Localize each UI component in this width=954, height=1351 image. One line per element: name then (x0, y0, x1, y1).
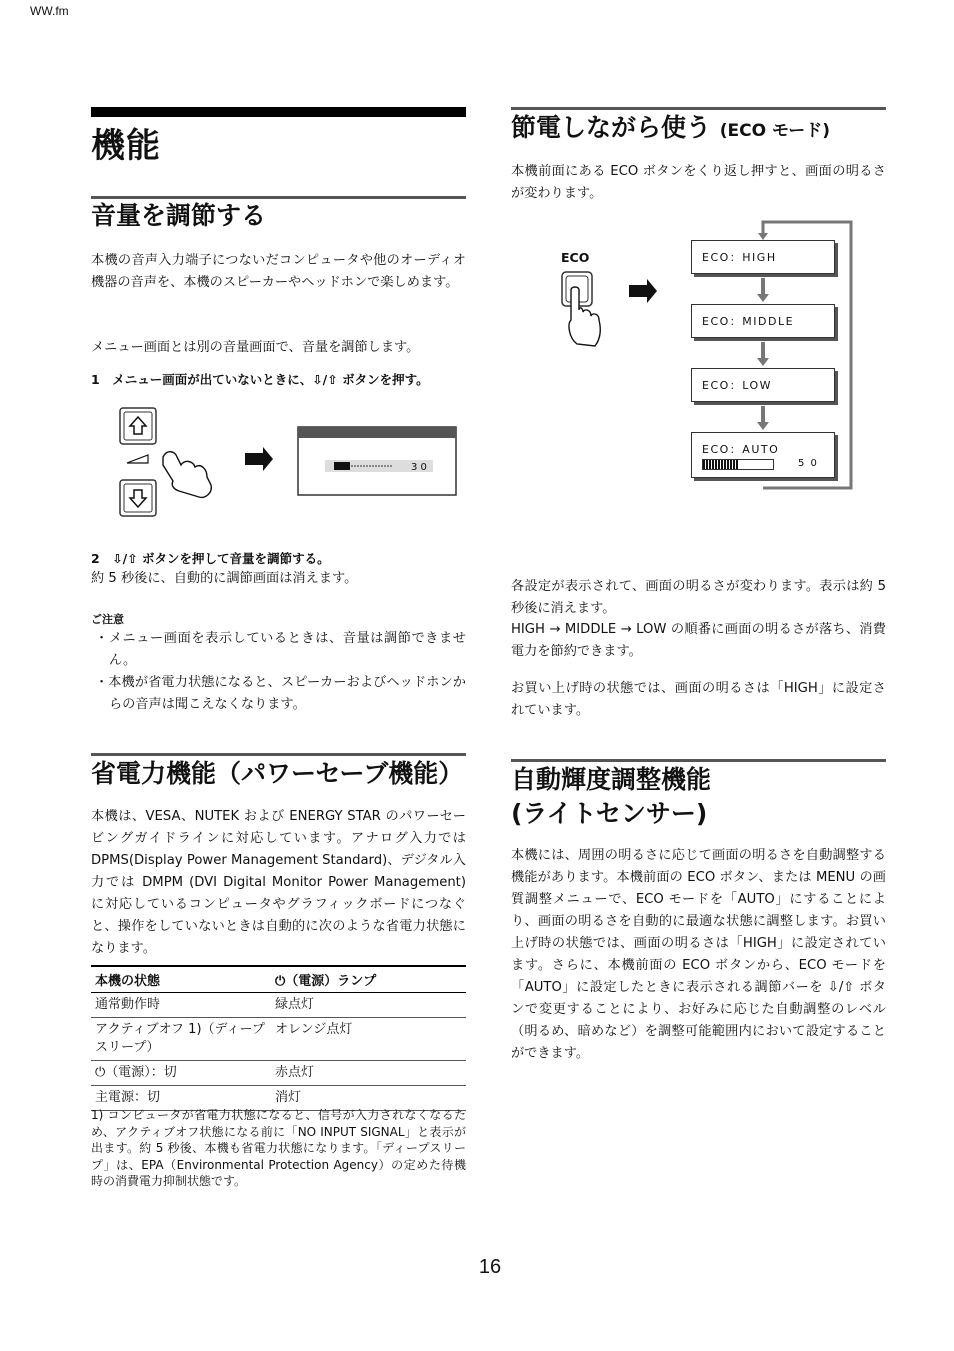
caution-list (91, 628, 466, 716)
lamp-cell: 赤点灯 (271, 1061, 466, 1086)
title-rule (91, 107, 466, 117)
mode-label: ECO：HIGH (702, 251, 777, 264)
volume-diagram (115, 405, 465, 520)
section-rule (511, 759, 886, 762)
arrow-down-icon (758, 233, 768, 240)
table-row (91, 1018, 466, 1061)
eco-mode-auto (691, 432, 835, 478)
power-save-desc: 本機は、VESA、NUTEK および ENERGY STAR のパワーセービングガイドラインに対応しています。アナログ入力では DPMS(Display Power Management Standard)、デジタル入力では DMPM (DVI Digital Monitor Power Management) に対応しているコンピュータやグラフィックボードにつなぐと、操作をしていないときは自動的に次のような省電力状態になります。 (91, 809, 466, 956)
table-row (91, 993, 466, 1018)
eco-heading-suffix: (ECO モード) (719, 121, 831, 141)
power-save-heading: 省電力機能（パワーセーブ機能） (91, 759, 464, 788)
auto-level-bar (702, 459, 774, 470)
eco-mode-high (691, 240, 835, 274)
eco-button-label: ECO (561, 250, 590, 265)
auto-brightness-heading (511, 763, 886, 831)
col-lamp-header: ⏻（電源）ランプ (271, 966, 466, 993)
arrow-right-icon (245, 447, 273, 471)
page-title: 機能 (91, 126, 161, 166)
col-state-header: 本機の状態 (91, 966, 271, 993)
caution-heading: ご注意 (91, 613, 124, 626)
state-cell: 通常動作時 (91, 993, 271, 1018)
arrow-right-icon (629, 279, 657, 303)
lamp-cell: オレンジ点灯 (271, 1018, 466, 1061)
step-arrows (757, 278, 769, 430)
page-number: 16 (478, 1256, 502, 1278)
power-state-table (91, 965, 466, 1111)
list-item: ・メニュー画面を表示しているときは、音量は調節できません。 (95, 631, 466, 668)
eco-heading-main: 節電しながら使う (511, 113, 712, 142)
table-header (91, 966, 466, 993)
state-cell: アクティブオフ 1)（ディープスリープ） (91, 1018, 271, 1061)
section-rule (511, 107, 886, 110)
mode-label: ECO：MIDDLE (702, 315, 795, 328)
auto-brightness-desc: 本機には、周囲の明るさに応じて画面の明るさを自動調整する機能があります。本機前面の ECO ボタン、または MENU の画質調整メニューで、ECO モードを「AUTO」にすることにより、画面の明るさを自動的に最適な状態に調整します。お買い上げ時の状態では、画面の明るさは「HIGH」に設定されています。さらに、本機前面の ECO ボタンから、ECO モードを「AUTO」に設定したときに表示される調節バーを ⇩/⇧ ボタンで変更することにより、お好みに応じた自動調整のレベル（明るめ、暗めなど）を調整可能範囲内において設定することができます。 (511, 848, 886, 1061)
mode-label: ECO：LOW (702, 379, 773, 392)
osd-volume-value: 3 0 (411, 462, 427, 473)
state-cell: 主電源：切 (91, 1086, 271, 1111)
volume-intro: 本機の音声入力端子につないだコンピュータや他のオーディオ機器の音声を、本機のスピーカーやヘッドホンで楽しめます。 (91, 253, 466, 290)
eco-mode-low (691, 368, 835, 402)
table-row (91, 1061, 466, 1086)
eco-desc-2: HIGH → MIDDLE → LOW の順番に画面の明るさが落ち、消費電力を節約できます。 (511, 622, 886, 659)
auto-level-value: 5 0 (798, 458, 819, 469)
eco-heading (511, 111, 886, 148)
volume-wedge-icon (127, 455, 148, 463)
list-item: ・本機が省電力状態になると、スピーカーおよびヘッドホンからの音声は聞こえなくなります。 (95, 675, 466, 712)
heading-line-2: (ライトセンサー) (511, 799, 708, 828)
step-1: 1 メニュー画面が出ていないときに、⇩/⇧ ボタンを押す。 (91, 372, 429, 387)
lamp-cell: 消灯 (271, 1086, 466, 1111)
hand-icon (163, 452, 211, 498)
step-2-note: 約 5 秒後に、自動的に調節画面は消えます。 (91, 571, 358, 586)
file-name: WW.fm (30, 4, 69, 18)
volume-desc: メニュー画面とは別の音量画面で、音量を調節します。 (91, 340, 420, 355)
eco-mode-middle (691, 304, 835, 338)
eco-desc-3: お買い上げ時の状態では、画面の明るさは「HIGH」に設定されています。 (511, 681, 886, 718)
heading-line-1: 自動輝度調整機能 (511, 765, 712, 794)
footnote: 1) コンピュータが省電力状態になると、信号が入力されなくなるため、アクティブオフ状態になる前に「NO INPUT SIGNAL」と表示が出ます。約 5 秒後、本機も省電力状態になります。「ディープスリープ」は、EPA（Environmental Protection Agency）の定めた待機時の消費電力抑制状態です。 (91, 1108, 466, 1188)
volume-osd (298, 427, 456, 495)
down-button-icon (120, 480, 156, 516)
section-rule (91, 753, 466, 756)
up-button-icon (120, 408, 156, 444)
eco-desc-1: 各設定が表示されて、画面の明るさが変わります。表示は約 5 秒後に消えます。 (511, 579, 886, 616)
volume-heading: 音量を調節する (91, 201, 267, 230)
step-2: 2 ⇩/⇧ ボタンを押して音量を調節する。 (91, 551, 330, 566)
state-cell: ⏻（電源）：切 (91, 1061, 271, 1086)
lamp-cell: 緑点灯 (271, 993, 466, 1018)
mode-label: ECO：AUTO (702, 443, 780, 456)
eco-intro: 本機前面にある ECO ボタンをくり返し押すと、画面の明るさが変わります。 (511, 164, 886, 201)
